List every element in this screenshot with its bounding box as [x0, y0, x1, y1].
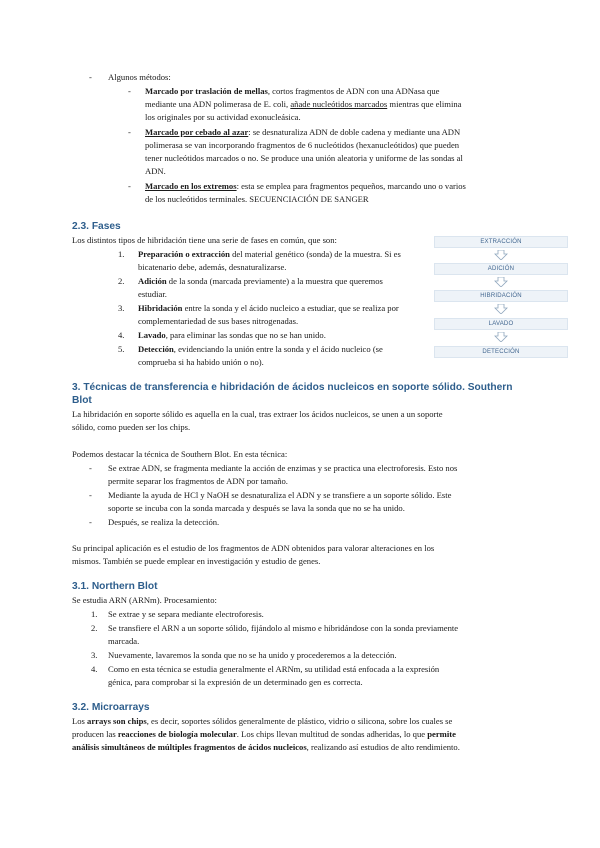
section-heading-southern-line-1: 3. Técnicas de transferencia e hibridación de ácidos nucleicos en soporte sólido. Southern: [72, 382, 513, 393]
southern-p1-line-2: sólido, como pueden ser los chips.: [72, 422, 191, 432]
diagram-box-hibridacion: HIBRIDACIÓN: [434, 290, 568, 302]
arrow-down-icon: [494, 277, 508, 287]
list-number: 4.: [118, 330, 125, 340]
northern-intro: Se estudia ARN (ARNm). Procesamiento:: [72, 595, 217, 605]
bullet-dash: -: [89, 72, 92, 82]
bullet-dash: -: [128, 181, 131, 191]
southern-p3-line-1: Su principal aplicación es el estudio de los fragmentos de ADN obtenidos para valorar alteraciones en los: [72, 543, 435, 553]
northern-step-4-line-2: génica, para comprobar si la expresión de un determinado gen es correcta.: [108, 677, 363, 687]
northern-step-1-line-1: Se extrae y se separa mediante electroforesis.: [108, 609, 264, 619]
list-number: 1.: [118, 249, 125, 259]
list-number: 3.: [118, 303, 125, 313]
list-number: 2.: [118, 276, 125, 286]
microarrays-line-1: Los arrays son chips, es decir, soportes sólidos generalmente de plástico, vidrio o silicona, sobre los cuales se: [72, 716, 453, 726]
bullet-dash: -: [128, 127, 131, 137]
southern-bullet-2-line-1: Mediante la ayuda de HCl y NaOH se desnaturaliza el ADN y se transfiere a un soporte sólido. Este: [108, 490, 452, 500]
method-2-line-4: ADN.: [145, 166, 166, 176]
southern-bullet-1-line-2: permite separar los fragmentos de ADN por tamaño.: [108, 476, 288, 486]
northern-step-4-line-1: Como en esta técnica se estudia generalmente el ARNm, su utilidad está enfocada a la expresión: [108, 664, 440, 674]
method-2-line-1: Marcado por cebado al azar: se desnaturaliza ADN de doble cadena y mediante una ADN: [145, 127, 461, 137]
diagram-box-lavado: LAVADO: [434, 318, 568, 330]
method-1-line-3: los originales por su actividad exonucleásica.: [145, 112, 301, 122]
fase-1-line-1: Preparación o extracción del material genético (sonda) de la muestra. Si es: [138, 249, 401, 259]
southern-bullet-3-line-1: Después, se realiza la detección.: [108, 517, 220, 527]
southern-bullet-1-line-1: Se extrae ADN, se fragmenta mediante la acción de enzimas y se practica una electroforesis. Esto nos: [108, 463, 458, 473]
method-3-line-1: Marcado en los extremos: esta se emplea para fragmentos pequeños, marcando uno o varios: [145, 181, 466, 191]
southern-p2: Podemos destacar la técnica de Southern Blot. En esta técnica:: [72, 449, 288, 459]
method-2-line-2: polimerasa se van incorporando fragmentos de 6 nucleótidos (hexanucleótidos) que pueden: [145, 140, 460, 150]
method-1-line-1: Marcado por traslación de mellas, cortos fragmentos de ADN con una ADNasa que: [145, 86, 440, 96]
arrow-down-icon: [494, 250, 508, 260]
northern-step-2-line-2: marcada.: [108, 636, 140, 646]
list-number: 4.: [91, 664, 98, 674]
diagram-box-deteccion: DETECCIÓN: [434, 346, 568, 358]
bullet-dash: -: [128, 86, 131, 96]
list-number: 5.: [118, 344, 125, 354]
southern-bullet-2-line-2: soporte se incuba con la sonda marcada y después se lava la sonda que no se ha unido.: [108, 503, 405, 513]
section-heading-fases: 2.3. Fases: [72, 221, 121, 232]
arrow-down-icon: [494, 304, 508, 314]
northern-step-3-line-1: Nuevamente, lavaremos la sonda que no se ha unido y procederemos a la detección.: [108, 650, 397, 660]
section-heading-southern-line-2: Blot: [72, 395, 92, 406]
list-number: 1.: [91, 609, 98, 619]
fase-5-line-2: comprueba si ha habido unión o no).: [138, 357, 264, 367]
section-heading-northern: 3.1. Northern Blot: [72, 581, 158, 592]
bullet-dash: -: [89, 490, 92, 500]
phases-diagram: [434, 232, 568, 360]
method-3-line-2: de los nucleótidos terminales. SECUENCIACIÓN DE SANGER: [145, 194, 369, 204]
microarrays-line-2: producen las reacciones de biología molecular. Los chips llevan multitud de sondas adheridas, lo que permite: [72, 729, 456, 739]
bullet-dash: -: [89, 517, 92, 527]
list-number: 3.: [91, 650, 98, 660]
section-heading-microarrays: 3.2. Microarrays: [72, 702, 150, 713]
northern-step-2-line-1: Se transfiere el ARN a un soporte sólido, fijándolo al mismo e hibridándose con la sonda previamente: [108, 623, 459, 633]
fase-3-line-1: Hibridación entre la sonda y el ácido nucleico a estudiar, que se realiza por: [138, 303, 399, 313]
fases-intro: Los distintos tipos de hibridación tiene una serie de fases en común, que son:: [72, 235, 337, 245]
fase-1-line-2: bicatenario debe, además, desnaturalizarse.: [138, 262, 287, 272]
bullet-dash: -: [89, 463, 92, 473]
fase-4-line-1: Lavado, para eliminar las sondas que no se han unido.: [138, 330, 326, 340]
southern-p3-line-2: mismos. También se puede emplear en investigación y estudio de genes.: [72, 556, 321, 566]
diagram-box-extraccion: EXTRACCIÓN: [434, 236, 568, 248]
fase-5-line-1: Detección, evidenciando la unión entre la sonda y el ácido nucleico (se: [138, 344, 383, 354]
fase-3-line-2: complementariedad de sus bases nitrogenadas.: [138, 316, 299, 326]
arrow-down-icon: [494, 332, 508, 342]
southern-p1-line-1: La hibridación en soporte sólido es aquella en la cual, tras extraer los ácidos nucleicos, se unen a un soporte: [72, 409, 443, 419]
diagram-box-adicion: ADICIÓN: [434, 263, 568, 275]
microarrays-line-3: análisis simultáneos de múltiples fragmentos de ácidos nucleicos, realizando así estudios de alto rendimiento.: [72, 742, 460, 752]
list-number: 2.: [91, 623, 98, 633]
fase-2-line-1: Adición de la sonda (marcada previamente) a la muestra que queremos: [138, 276, 383, 286]
fase-2-line-2: estudiar.: [138, 289, 167, 299]
method-1-line-2: mediante una ADN polimerasa de E. coli, añade nucleótidos marcados mientras que elimina: [145, 99, 462, 109]
method-2-line-3: tener nucleótidos marcados o no. Se produce una unión aleatoria y uniforme de las sondas al: [145, 153, 463, 163]
methods-label: Algunos métodos:: [108, 72, 171, 82]
